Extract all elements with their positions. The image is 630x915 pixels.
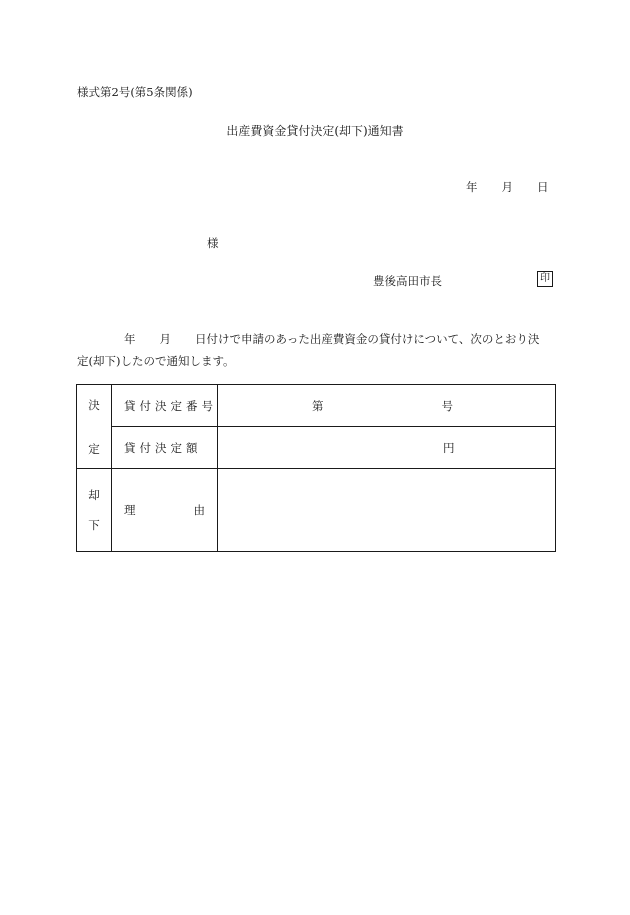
reason-label-cell: [112, 469, 218, 552]
amount-value: [218, 427, 556, 469]
reason-label-right: 由: [193, 503, 205, 517]
number-prefix: 第: [312, 398, 324, 413]
rejection-char-1: 却: [88, 488, 100, 502]
issuer-name: 豊後高田市長: [373, 274, 442, 288]
date-month: 月: [501, 180, 513, 194]
body-line-2: 定(却下)したので通知します。: [77, 354, 235, 368]
body-text-1: 日付けで申請のあった出産費資金の貸付けについて、次のとおり決: [195, 332, 540, 346]
number-label: 貸付決定番号: [112, 385, 218, 427]
notice-body: [77, 328, 550, 372]
body-month: 月: [159, 332, 171, 346]
decision-table: [76, 384, 556, 552]
document-title: 出産費資金貸付決定(却下)通知書: [226, 124, 404, 138]
recipient-suffix: 様: [207, 236, 219, 250]
rejection-char-2: 下: [88, 518, 100, 532]
amount-row: [77, 427, 556, 469]
body-line-1: [77, 328, 550, 350]
decision-char-2: 定: [88, 441, 100, 456]
body-year: 年: [124, 332, 136, 346]
decision-char-1: 決: [88, 397, 100, 412]
number-suffix: 号: [441, 398, 453, 413]
number-value: [218, 385, 556, 427]
reason-value: [218, 469, 556, 552]
date-year: 年: [466, 180, 478, 194]
date-day: 日: [537, 180, 549, 194]
decision-cell: [77, 385, 112, 469]
amount-unit: 円: [443, 440, 455, 455]
amount-label: 貸付決定額: [112, 427, 218, 469]
seal-stamp: 印: [537, 271, 553, 287]
date-line: [466, 179, 549, 195]
number-row: [77, 385, 556, 427]
rejection-cell: [77, 469, 112, 552]
reason-label-left: 理: [124, 503, 136, 517]
reason-row: [77, 469, 556, 552]
form-number: 様式第2号(第5条関係): [77, 85, 193, 99]
